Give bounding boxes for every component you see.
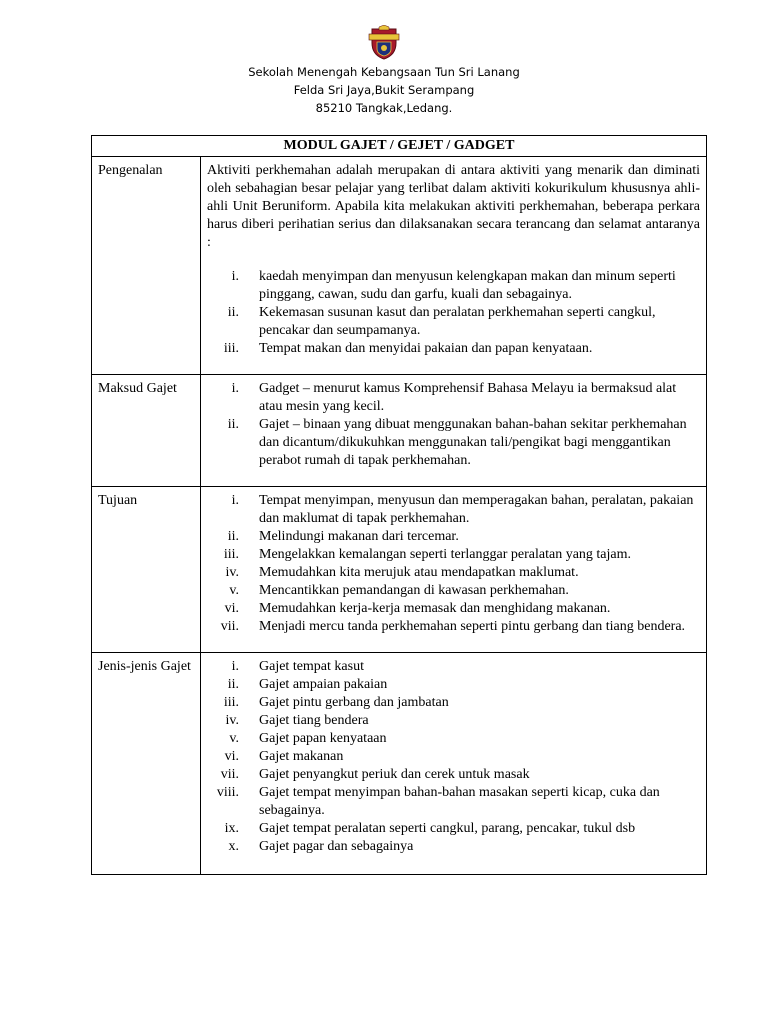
list-number: ii. [227,417,239,432]
list-number: iii. [223,341,239,356]
list-item [207,838,700,856]
list-text: Memudahkan kerja-kerja memasak dan menghidang makanan. [259,601,611,616]
section-row-jenis-jenis-gajet [92,653,707,875]
list-number: ix. [224,821,239,836]
list-item [207,712,700,730]
list-number: i. [231,659,239,674]
list-item [207,694,700,712]
list-text: Tempat makan dan menyidai pakaian dan papan kenyataan. [259,341,593,356]
list-number: iv. [225,713,239,728]
section-row-pengenalan [92,157,707,375]
list-number: x. [228,839,239,854]
list-text: Gajet pintu gerbang dan jambatan [259,695,449,710]
list-number: ii. [227,677,239,692]
list-number: i. [231,269,239,284]
list-text: Gadget – menurut kamus Komprehensif Bahasa Melayu ia bermaksud alat atau mesin yang kecil. [259,381,677,414]
list-item [207,268,700,304]
school-address-line-2: 85210 Tangkak,Ledang. [315,101,453,115]
list-number: iv. [225,565,239,580]
list-number: i. [231,381,239,396]
list-number: ii. [227,305,239,320]
section-row-maksud-gajet [92,375,707,487]
list-item [207,784,700,820]
section-label: Maksud Gajet [92,375,201,487]
list-text: Gajet – binaan yang dibuat menggunakan bahan-bahan sekitar perkhemahan dan dicantum/dikukuhkan menggunakan tali/pengikat bagi menggantikan perabot rumah di tapak perkhemahan. [259,417,687,468]
section-content [201,157,707,375]
list-item [207,416,700,470]
module-title: MODUL GAJET / GEJET / GADGET [92,136,707,157]
list-item [207,582,700,600]
module-title-row [92,136,707,157]
list-text: Gajet tempat peralatan seperti cangkul, parang, pencakar, tukul dsb [259,821,636,836]
section-list [207,658,700,856]
list-number: vii. [220,767,239,782]
list-number: i. [231,493,239,508]
section-content [201,653,707,875]
list-item [207,618,700,636]
section-list [207,268,700,358]
list-text: Mengelakkan kemalangan seperti terlanggar peralatan yang tajam. [259,547,631,562]
section-label: Pengenalan [92,157,201,375]
list-item [207,658,700,676]
list-item [207,564,700,582]
list-number: iii. [223,547,239,562]
list-text: Gajet ampaian pakaian [259,677,388,692]
list-item [207,528,700,546]
list-text: Gajet tempat kasut [259,659,364,674]
list-number: iii. [223,695,239,710]
school-address-line-1: Felda Sri Jaya,Bukit Serampang [293,83,475,97]
list-item [207,676,700,694]
list-number: vi. [224,601,239,616]
section-label: Tujuan [92,487,201,653]
list-item [207,748,700,766]
list-item [207,304,700,340]
list-item [207,600,700,618]
list-item [207,820,700,838]
list-text: Memudahkan kita merujuk atau mendapatkan maklumat. [259,565,579,580]
list-item [207,492,700,528]
section-label: Jenis-jenis Gajet [92,653,201,875]
list-number: vi. [224,749,239,764]
list-item [207,766,700,784]
list-number: ii. [227,529,239,544]
list-text: Mencantikkan pemandangan di kawasan perkhemahan. [259,583,569,598]
list-text: Gajet papan kenyataan [259,731,387,746]
list-text: Melindungi makanan dari tercemar. [259,529,459,544]
list-text: Kekemasan susunan kasut dan peralatan perkhemahan seperti cangkul, pencakar dan seumpamanya. [259,305,656,338]
school-name: Sekolah Menengah Kebangsaan Tun Sri Lanang [248,65,520,79]
list-number: viii. [216,785,239,800]
list-text: kaedah menyimpan dan menyusun kelengkapan makan dan minum seperti pinggang, cawan, sudu dan garfu, kuali dan sebagainya. [259,269,676,302]
list-number: v. [229,583,239,598]
list-item [207,340,700,358]
list-text: Gajet makanan [259,749,344,764]
list-text: Menjadi mercu tanda perkhemahan seperti pintu gerbang dan tiang bendera. [259,619,686,634]
section-content [201,487,707,653]
list-text: Gajet tiang bendera [259,713,369,728]
section-list [207,380,700,470]
list-text: Gajet tempat menyimpan bahan-bahan masakan seperti kicap, cuka dan sebagainya. [259,785,660,818]
list-number: vii. [220,619,239,634]
gadget-module-table [91,135,707,875]
list-item [207,380,700,416]
section-list [207,492,700,636]
school-crest-icon [367,25,401,61]
section-intro: Aktiviti perkhemahan adalah merupakan di antara aktiviti yang menarik dan diminati oleh sebahagian besar pelajar yang terlibat dalam aktiviti kokurikulum khususnya ahli-ahli Unit Beruniform. Apabila kita melakukan aktiviti perkhemahan, beberapa perkara harus diberi perihatian serius dan dilaksanakan secara terancang dan selamat antaranya : [207,163,700,250]
list-text: Gajet pagar dan sebagainya [259,839,414,854]
list-text: Gajet penyangkut periuk dan cerek untuk masak [259,767,530,782]
list-text: Tempat menyimpan, menyusun dan memperagakan bahan, peralatan, pakaian dan maklumat di tapak perkhemahan. [259,493,694,526]
list-item [207,730,700,748]
section-row-tujuan [92,487,707,653]
list-number: v. [229,731,239,746]
list-item [207,546,700,564]
section-content [201,375,707,487]
